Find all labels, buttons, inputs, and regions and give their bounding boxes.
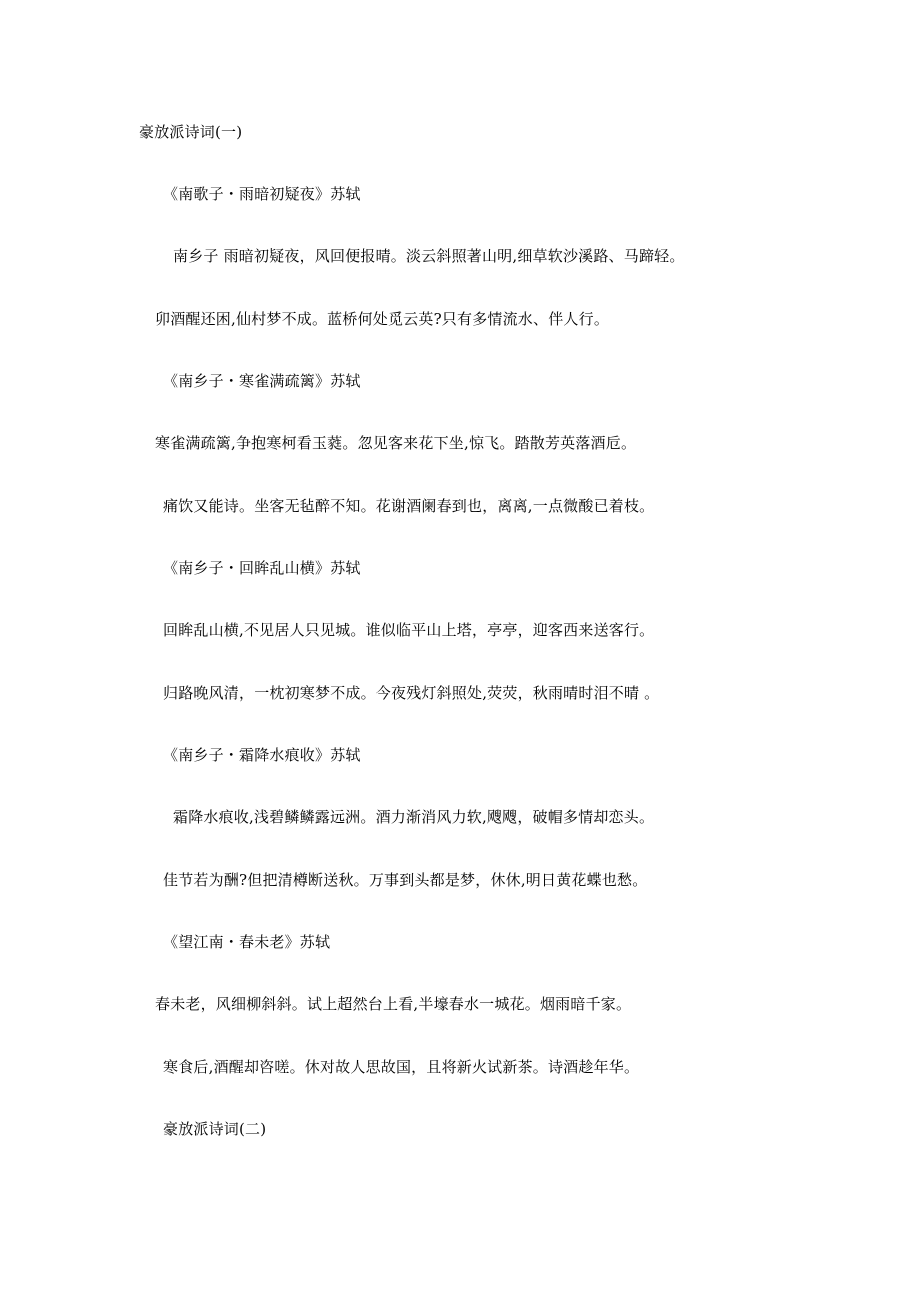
section-heading-2: 豪放派诗词(二): [163, 1120, 267, 1138]
poem-line-5-1: 春未老，风细柳斜斜。试上超然台上看,半壕春水一城花。烟雨暗千家。: [155, 995, 632, 1013]
poem-line-3-2: 归路晚风清，一枕初寒梦不成。今夜残灯斜照处,荧荧，秋雨晴时泪不晴 。: [163, 684, 660, 702]
poem-title-3: 《南乡子・回眸乱山横》苏轼: [163, 559, 361, 577]
section-heading-1: 豪放派诗词(一): [139, 123, 243, 141]
poem-title-2: 《南乡子・寒雀满疏篱》苏轼: [163, 372, 361, 390]
poem-line-4-2: 佳节若为酬?但把清樽断送秋。万事到头都是梦，休休,明日黄花蝶也愁。: [163, 871, 648, 889]
poem-line-1-1: 南乡子 雨暗初疑夜，风回便报晴。淡云斜照著山明,细草软沙溪路、马蹄轻。: [173, 247, 685, 265]
poem-line-5-2: 寒食后,酒醒却咨嗟。休对故人思故国，且将新火试新茶。诗酒趁年华。: [163, 1058, 640, 1076]
poem-line-2-1: 寒雀满疏篱,争抱寒柯看玉蕤。忽见客来花下坐,惊飞。踏散芳英落酒卮。: [155, 434, 637, 452]
poem-line-4-1: 霜降水痕收,浅碧鳞鳞露远洲。酒力渐消风力软,飕飕，破帽多情却恋头。: [173, 808, 655, 826]
poem-line-3-1: 回眸乱山横,不见居人只见城。谁似临平山上塔，亭亭，迎客西来送客行。: [163, 621, 655, 639]
poem-title-4: 《南乡子・霜降水痕收》苏轼: [163, 746, 361, 764]
poem-title-5: 《望江南・春未老》苏轼: [163, 933, 331, 951]
poem-title-1: 《南歌子・雨暗初疑夜》苏轼: [163, 185, 361, 203]
poem-line-1-2: 卯酒醒还困,仙村梦不成。蓝桥何处觅云英?只有多情流水、伴人行。: [155, 310, 610, 328]
poem-line-2-2: 痛饮又能诗。坐客无毡醉不知。花谢酒阑春到也，离离,一点微酸已着枝。: [163, 497, 655, 515]
